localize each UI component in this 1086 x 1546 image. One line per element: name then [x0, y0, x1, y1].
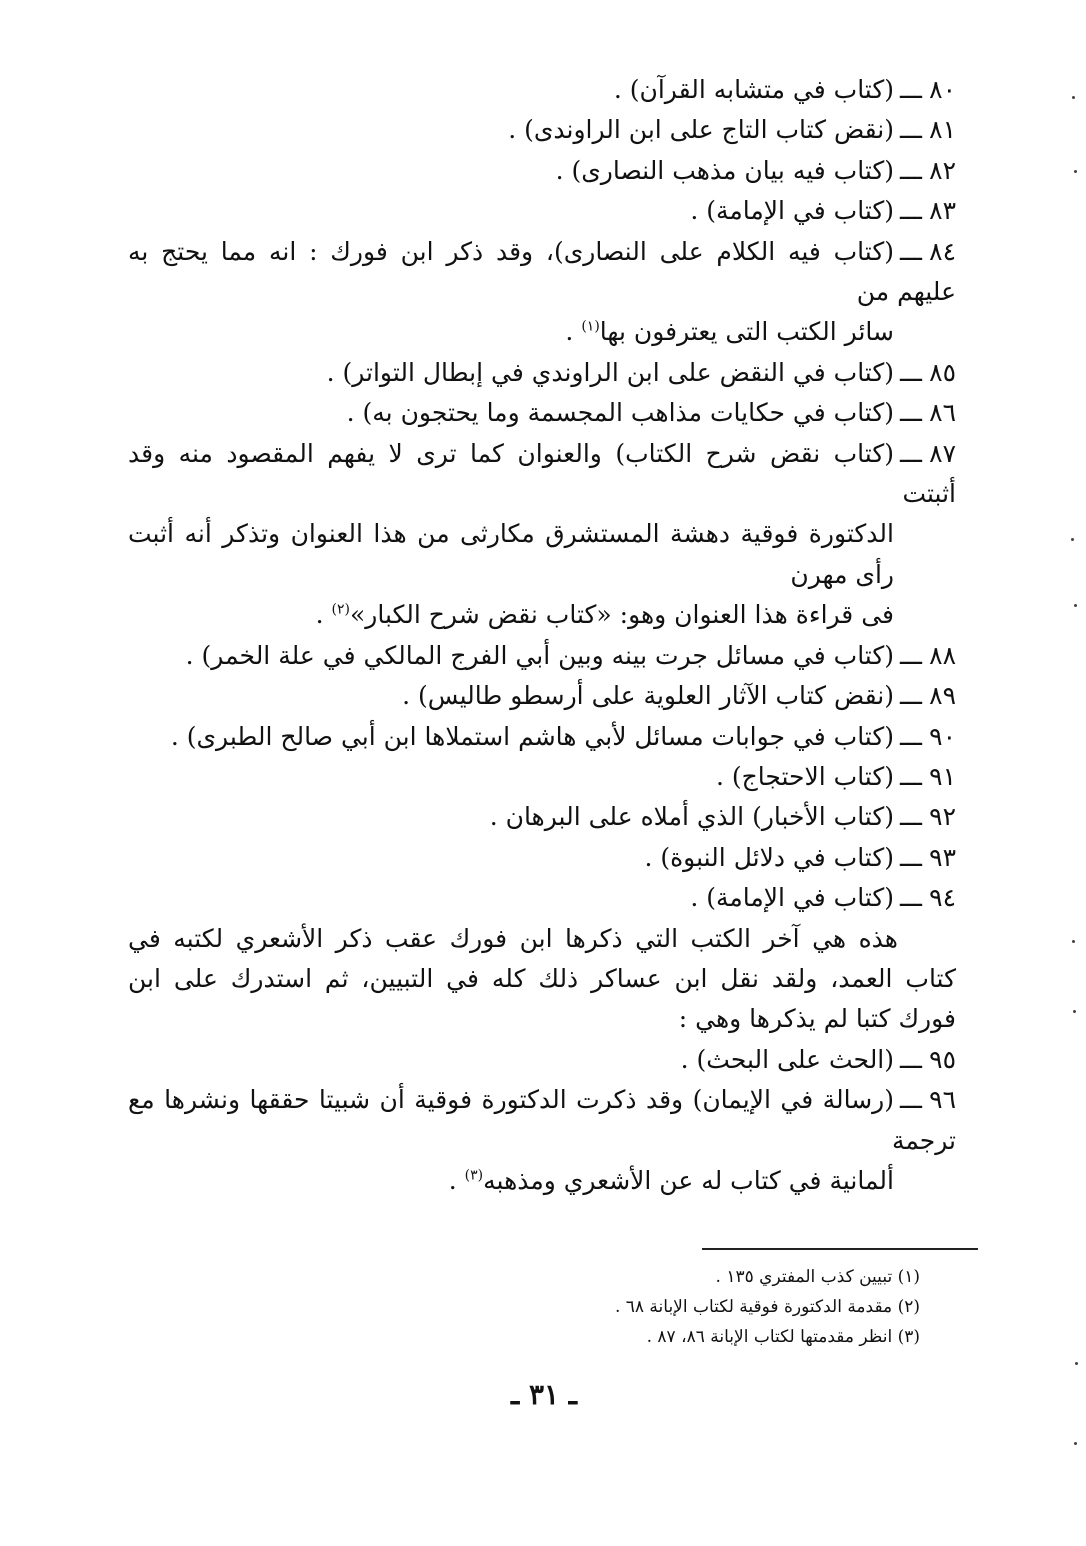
item-number: ٩٢	[929, 802, 956, 832]
item-text-continued	[128, 312, 956, 352]
item-text-end: .	[565, 317, 582, 347]
footnote: (١) تبيين كذب المفتري ١٣٥ .	[715, 1267, 920, 1287]
item-number: ٩٣	[929, 842, 956, 872]
item-number: ٨٤	[929, 236, 956, 266]
item-dash: ـــ	[900, 883, 922, 913]
list-item	[128, 393, 956, 433]
list-item	[128, 1080, 956, 1201]
item-number: ٩٤	[929, 883, 956, 913]
list-item	[128, 838, 956, 878]
page-number: ـ ٣١ ـ	[511, 1378, 577, 1411]
item-text: (الحث على البحث) .	[680, 1044, 895, 1074]
scan-speck	[1072, 940, 1075, 943]
scan-speck	[1072, 96, 1075, 99]
item-dash: ـــ	[900, 438, 922, 468]
item-dash: ـــ	[900, 75, 922, 104]
item-dash: ـــ	[900, 398, 922, 428]
footnote-ref: (٢)	[331, 601, 350, 618]
list-item	[128, 1040, 956, 1080]
item-text: (كتاب نقض شرح الكتاب) والعنوان كما ترى لا يفهم المقصود منه وقد أثبتت	[128, 438, 956, 509]
item-number: ٩١	[929, 761, 956, 791]
footnote: (٢) مقدمة الدكتورة فوقية لكتاب الإبانة ٦٨ .	[614, 1297, 920, 1317]
item-text: (كتاب فيه بيان مذهب النصارى) .	[555, 155, 895, 185]
footnote-ref: (١)	[581, 319, 600, 336]
item-number: ٨٦	[929, 398, 956, 428]
item-dash: ـــ	[900, 236, 922, 266]
item-dash: ـــ	[900, 155, 922, 185]
item-number: ٨٩	[929, 681, 956, 711]
item-dash: ـــ	[900, 681, 922, 711]
item-text-end: .	[315, 600, 332, 630]
item-text: (كتاب فيه الكلام على النصارى)، وقد ذكر ابن فورك : انه مما يحتج به عليهم من	[128, 236, 956, 307]
item-number: ٨١	[929, 115, 956, 145]
item-number: ٩٥	[929, 1044, 956, 1074]
footnote: (٣) انظر مقدمتها لكتاب الإبانة ٨٦، ٨٧ .	[646, 1327, 920, 1347]
body-paragraph	[128, 919, 956, 1040]
item-text: (كتاب في النقض على ابن الراوندي في إبطال التواتر) .	[326, 357, 895, 387]
paragraph-line: يذكرها وهي :	[678, 1004, 816, 1034]
item-number: ٩٦	[929, 1085, 956, 1115]
item-text: (كتاب في حكايات مذاهب المجسمة وما يحتجون به) .	[346, 398, 895, 428]
item-dash: ـــ	[900, 802, 922, 832]
item-text: (كتاب الأخبار) الذي أملاه على البرهان .	[489, 802, 895, 832]
item-dash: ـــ	[900, 640, 922, 670]
item-text: (كتاب في دلائل النبوة) .	[644, 842, 895, 872]
item-text: (كتاب الاحتجاج) .	[715, 761, 895, 791]
list-item	[128, 353, 956, 393]
list-item	[128, 797, 956, 837]
item-text: (كتاب في الإمامة) .	[690, 883, 895, 913]
scan-speck	[1071, 538, 1074, 541]
item-text-continued	[128, 595, 956, 635]
item-text: (نقض كتاب التاج على ابن الراوندى) .	[508, 115, 895, 145]
item-text: (كتاب في جوابات مسائل لأبي هاشم استملاها ابن أبي صالح الطبرى) .	[170, 721, 895, 751]
scan-speck	[1074, 604, 1077, 607]
item-text: (كتاب في الإمامة) .	[690, 196, 895, 226]
item-dash: ـــ	[900, 115, 922, 145]
item-number: ٨٠	[929, 75, 956, 104]
item-dash: ـــ	[900, 1085, 922, 1115]
list-item	[128, 636, 956, 676]
scan-speck	[1074, 170, 1077, 173]
paragraph-line: العمد، ولقد نقل ابن عساكر ذلك كله في التبيين، ثم استدرك على ابن فورك كتبا لم	[128, 963, 956, 1034]
item-text: (نقض كتاب الآثار العلوية على أرسطو طاليس) .	[402, 681, 895, 711]
item-dash: ـــ	[900, 761, 922, 791]
item-text: (رسالة في الإيمان) وقد ذكرت الدكتورة فوقية أن شبيتا حققها ونشرها مع ترجمة	[128, 1085, 956, 1155]
item-text: (كتاب في متشابه القرآن) .	[613, 75, 895, 104]
item-number: ٨٢	[929, 155, 956, 185]
list-item	[128, 717, 956, 757]
item-dash: ـــ	[900, 842, 922, 872]
footnotes	[360, 1262, 920, 1352]
footnote-ref: (٣)	[464, 1167, 484, 1184]
item-number: ٨٧	[929, 438, 956, 468]
item-text: (كتاب في مسائل جرت بينه وبين أبي الفرج المالكي في علة الخمر) .	[185, 640, 895, 670]
paragraph-line: هذه هي آخر الكتب التي ذكرها ابن فورك عقب ذكر الأشعري لكتبه في كتاب	[128, 923, 957, 993]
list-item	[128, 757, 956, 797]
scan-speck	[1073, 1010, 1076, 1013]
footnote-separator	[702, 1248, 978, 1250]
item-number: ٩٠	[929, 721, 956, 751]
item-text: ألمانية في كتاب له عن الأشعري ومذهبه	[483, 1165, 894, 1195]
item-number: ٨٥	[929, 357, 956, 387]
list-item	[128, 676, 956, 716]
item-text-continued	[128, 1161, 956, 1201]
item-dash: ـــ	[900, 196, 922, 226]
item-text: سائر الكتب التى يعترفون بها	[599, 317, 894, 347]
item-dash: ـــ	[900, 721, 922, 751]
item-number: ٨٣	[929, 196, 956, 226]
scan-speck	[1075, 1362, 1078, 1365]
item-number: ٨٨	[929, 640, 956, 670]
item-text: فى قراءة هذا العنوان وهو: «كتاب نقض شرح الكبار»	[349, 600, 894, 630]
list-item	[128, 434, 956, 636]
list-item	[128, 191, 956, 231]
main-text	[128, 70, 956, 1201]
item-text-continued: الدكتورة فوقية دهشة المستشرق مكارثى من هذا العنوان وتذكر أنه أثبت رأى مهرن	[128, 519, 894, 589]
list-item	[128, 110, 956, 150]
list-item	[128, 151, 956, 191]
item-dash: ـــ	[900, 1044, 922, 1074]
item-dash: ـــ	[900, 357, 922, 387]
list-item	[128, 878, 956, 918]
list-item	[128, 232, 956, 353]
scan-speck	[1074, 1442, 1077, 1445]
list-item	[128, 70, 956, 110]
item-text-end: .	[448, 1165, 465, 1195]
